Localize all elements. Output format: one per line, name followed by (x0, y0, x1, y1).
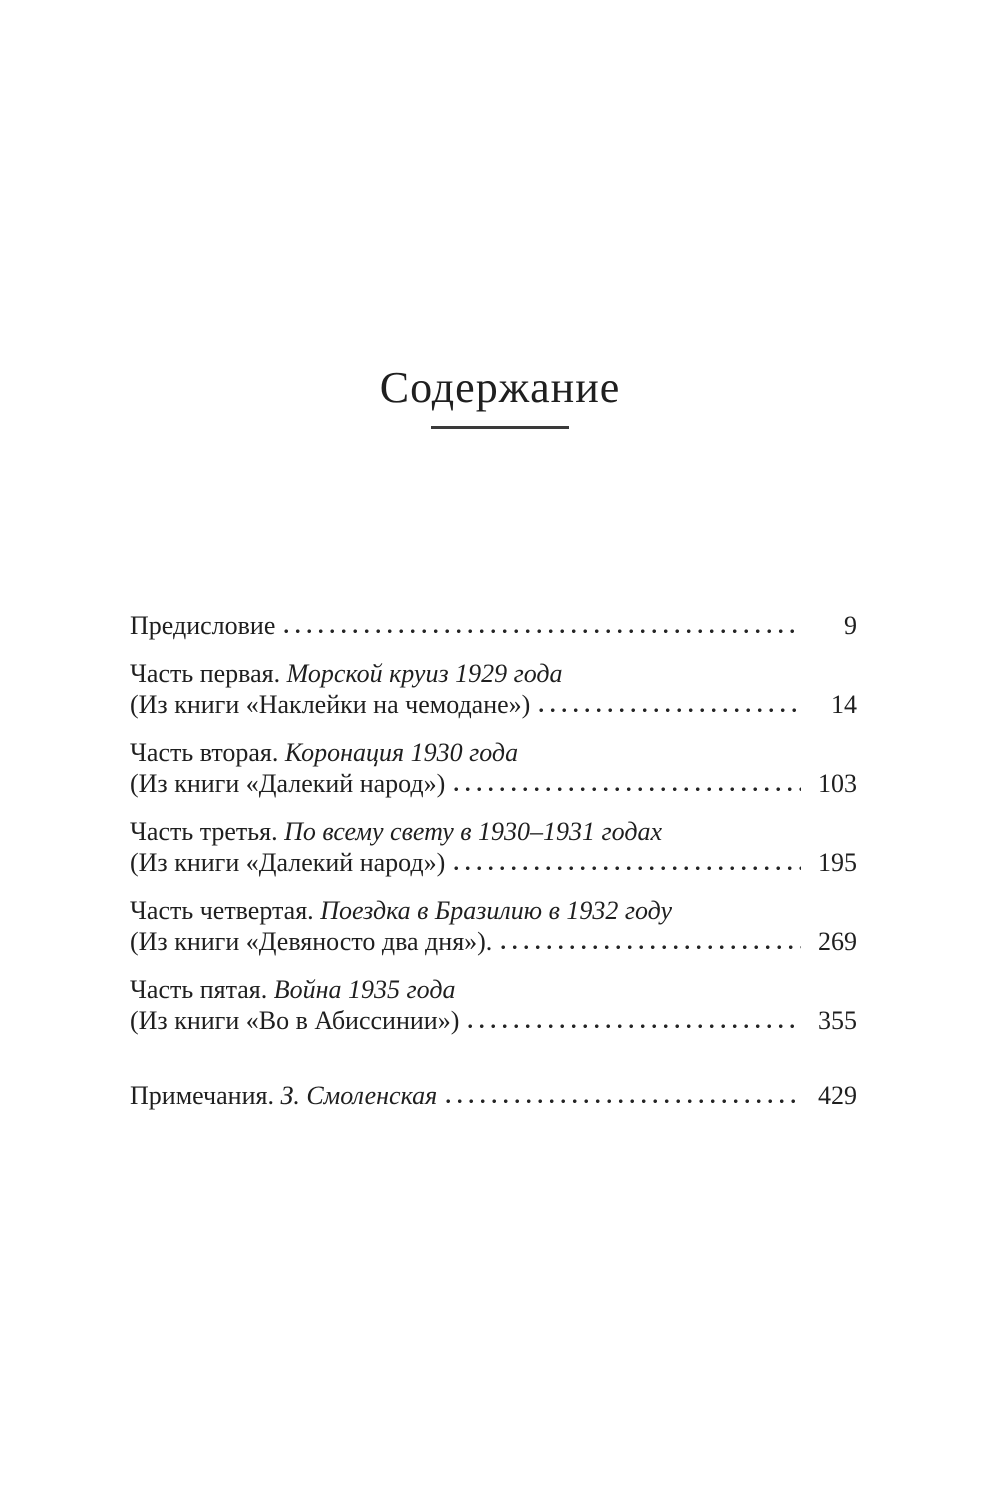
entry-heading (130, 974, 857, 1005)
toc-entry (130, 816, 857, 878)
page-title: Содержание (379, 363, 621, 412)
entry-row (130, 1080, 857, 1111)
entry-label: Часть вторая. (130, 738, 279, 767)
page-number: 269 (818, 927, 857, 956)
entry-row (130, 847, 857, 878)
toc-entry (130, 658, 857, 720)
page-number: 429 (818, 1081, 857, 1110)
dot-leader (284, 629, 801, 634)
toc-entry (130, 895, 857, 957)
entry-label: Предисловие (130, 611, 276, 640)
dot-leader (468, 1024, 801, 1029)
entry-label: Часть третья. (130, 817, 278, 846)
entry-heading (130, 737, 857, 768)
page-number: 355 (818, 1006, 857, 1035)
dot-leader (539, 708, 801, 713)
entry-title: З. Смоленская (280, 1081, 438, 1110)
entry-title: Война 1935 года (273, 975, 456, 1004)
page-number: 14 (831, 690, 857, 719)
entry-source: (Из книги «Девяносто два дня»). (130, 927, 493, 956)
entry-row (130, 926, 857, 957)
table-of-contents (130, 610, 857, 1111)
dot-leader (446, 1099, 801, 1104)
entry-source: (Из книги «Наклейки на чемодане») (130, 690, 531, 719)
title-rule (431, 426, 569, 429)
entry-source: (Из книги «Далекий народ») (130, 848, 446, 877)
dot-leader (454, 866, 801, 871)
entry-row (130, 689, 857, 720)
entry-label: Часть четвертая. (130, 896, 314, 925)
toc-entry-notes (130, 1080, 857, 1111)
entry-heading (130, 895, 857, 926)
page-number: 195 (818, 848, 857, 877)
page-number: 103 (818, 769, 857, 798)
toc-entry (130, 974, 857, 1036)
entry-source: (Из книги «Во в Абиссинии») (130, 1006, 460, 1035)
entry-label: Часть пятая. (130, 975, 268, 1004)
entry-row (130, 768, 857, 799)
toc-entry (130, 610, 857, 641)
entry-heading (130, 1080, 437, 1111)
title-block (0, 363, 1000, 429)
dot-leader (454, 787, 801, 792)
entry-title: Морской круиз 1929 года (286, 659, 563, 688)
entry-heading (130, 658, 857, 689)
entry-title: Поездка в Бразилию в 1932 году (320, 896, 672, 925)
page-number: 9 (844, 611, 857, 640)
entry-source: (Из книги «Далекий народ») (130, 769, 446, 798)
entry-heading (130, 816, 857, 847)
entry-row (130, 1005, 857, 1036)
toc-entry (130, 737, 857, 799)
entry-title: Коронация 1930 года (284, 738, 519, 767)
entry-label: Часть первая. (130, 659, 281, 688)
entry-label: Примечания. (130, 1081, 274, 1110)
entry-row (130, 610, 857, 641)
dot-leader (501, 945, 801, 950)
entry-title: По всему свету в 1930–1931 годах (284, 817, 663, 846)
